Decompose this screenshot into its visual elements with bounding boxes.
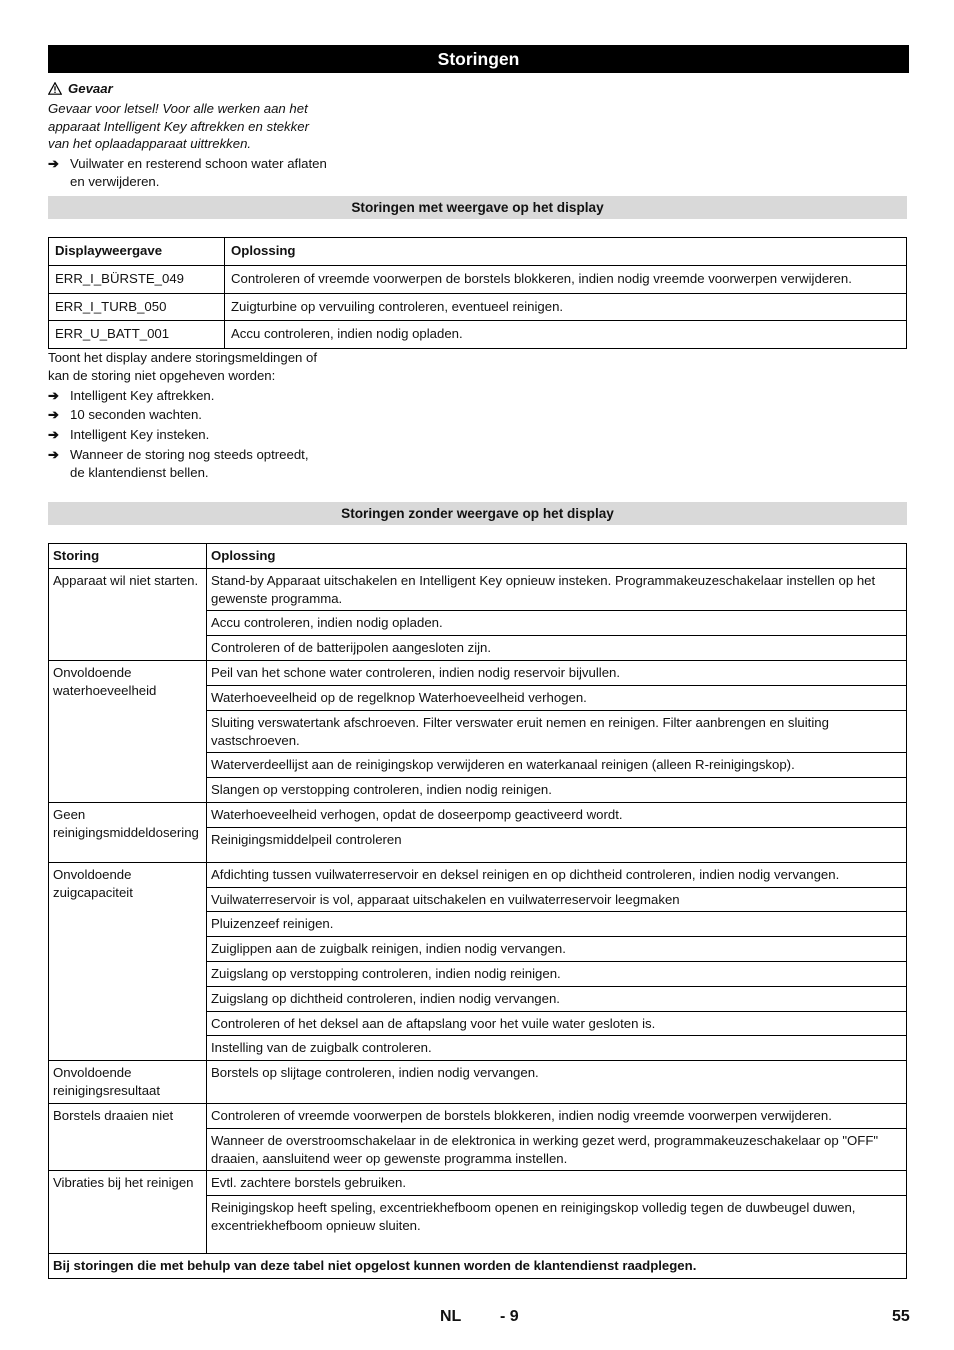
arrow-right-icon: ➔ <box>48 156 60 172</box>
fault-cell: Onvoldoende zuigcapaciteit <box>49 862 207 1061</box>
error-solution: Accu controleren, indien nodig opladen. <box>225 321 907 349</box>
solution-cell: Afdichting tussen vuilwaterreservoir en deksel reinigen en op dichtheid controleren, indien nodig vervangen. <box>207 862 907 887</box>
other-messages-block <box>48 349 323 482</box>
table-row <box>49 293 907 321</box>
solution-cell: Waterhoeveelheid op de regelknop Waterhoeveelheid verhogen. <box>207 685 907 710</box>
table-row <box>49 1171 907 1196</box>
warning-step-text: Vuilwater en resterend schoon water aflaten en verwijderen. <box>70 156 327 190</box>
warning-step <box>48 155 333 191</box>
solution-cell: Waterverdeellijst aan de reinigingskop verwijderen en waterkanaal reinigen (alleen R-reinigingskop). <box>207 753 907 778</box>
solution-cell: Reinigingskop heeft speling, excentriekhefboom openen en reinigingskop volledig tegen de duwbeugel duwen, excentriekhefboom opnieuw sluiten. <box>207 1196 907 1254</box>
solution-cell: Instelling van de zuigbalk controleren. <box>207 1036 907 1061</box>
table-row <box>49 1103 907 1128</box>
section-title: Storingen <box>48 45 909 73</box>
solution-cell: Pluizenzeef reinigen. <box>207 912 907 937</box>
solution-cell: Borstels op slijtage controleren, indien nodig vervangen. <box>207 1061 907 1104</box>
footer-section-page: - 9 <box>500 1308 519 1325</box>
table-row <box>49 802 907 827</box>
error-code: ERR_U_BATT_001 <box>49 321 225 349</box>
list-item <box>48 387 323 405</box>
arrow-right-icon: ➔ <box>48 387 60 403</box>
error-code: ERR_I_TURB_050 <box>49 293 225 321</box>
error-solution: Zuigturbine op vervuiling controleren, eventueel reinigen. <box>225 293 907 321</box>
solution-cell: Controleren of de batterijpolen aangesloten zijn. <box>207 636 907 661</box>
solution-cell: Vuilwaterreservoir is vol, apparaat uitschakelen en vuilwaterreservoir leegmaken <box>207 887 907 912</box>
arrow-right-icon: ➔ <box>48 407 60 423</box>
warning-text: Gevaar voor letsel! Voor alle werken aan het apparaat Intelligent Key aftrekken en stekker van het oplaadapparaat uittrekken. <box>48 100 309 152</box>
list-item <box>48 426 323 444</box>
solution-cell: Slangen op verstopping controleren, indien nodig reinigen. <box>207 778 907 803</box>
table-row <box>49 568 907 611</box>
solution-cell: Reinigingsmiddelpeil controleren <box>207 827 907 862</box>
table-header: Storing <box>49 544 207 569</box>
fault-cell: Geen reinigingsmiddeldosering <box>49 802 207 862</box>
footer-language: NL <box>440 1308 462 1325</box>
other-messages-intro: Toont het display andere storingsmeldingen of kan de storing niet opgeheven worden: <box>48 350 318 383</box>
list-item <box>48 406 323 424</box>
solution-cell: Controleren of het deksel aan de aftapslang voor het vuile water gesloten is. <box>207 1011 907 1036</box>
page-number: 55 <box>892 1308 910 1325</box>
solution-cell: Wanneer de overstroomschakelaar in de elektronica in werking gezet werd, programmakeuzeschakelaar op "OFF" draaien, aansluitend weer op gewenste programma instellen. <box>207 1128 907 1171</box>
solution-cell: Accu controleren, indien nodig opladen. <box>207 611 907 636</box>
step-text: 10 seconden wachten. <box>70 407 202 423</box>
arrow-right-icon: ➔ <box>48 427 60 443</box>
table-row <box>49 661 907 686</box>
fault-cell: Apparaat wil niet starten. <box>49 568 207 660</box>
error-solution: Controleren of vreemde voorwerpen de borstels blokkeren, indien nodig vreemde voorwerpen verwijderen. <box>225 265 907 293</box>
table-header: Oplossing <box>207 544 907 569</box>
table-footnote: Bij storingen die met behulp van deze tabel niet opgelost kunnen worden de klantendienst raadplegen. <box>49 1253 907 1278</box>
warning-block <box>48 80 333 191</box>
fault-cell: Borstels draaien niet <box>49 1103 207 1170</box>
solution-cell: Controleren of vreemde voorwerpen de borstels blokkeren, indien nodig vreemde voorwerpen verwijderen. <box>207 1103 907 1128</box>
fault-cell: Onvoldoende waterhoeveelheid <box>49 661 207 803</box>
solution-cell: Waterhoeveelheid verhogen, opdat de doseerpomp geactiveerd wordt. <box>207 802 907 827</box>
solution-cell: Stand-by Apparaat uitschakelen en Intelligent Key opnieuw insteken. Programmakeuzeschakelaar instellen op het gewenste programma. <box>207 568 907 611</box>
table-header: Oplossing <box>225 238 907 266</box>
table-row <box>49 1061 907 1104</box>
list-item <box>48 446 323 482</box>
solution-cell: Sluiting verswatertank afschroeven. Filter verswater eruit nemen en reinigen. Filter aanbrengen en sluiting vastschroeven. <box>207 710 907 753</box>
step-text: Intelligent Key insteken. <box>70 427 210 443</box>
faults-table <box>48 543 907 1279</box>
table-row <box>49 862 907 887</box>
display-section-title: Storingen met weergave op het display <box>48 196 907 219</box>
fault-cell: Onvoldoende reinigingsresultaat <box>49 1061 207 1104</box>
display-errors-table <box>48 237 907 349</box>
table-row <box>49 321 907 349</box>
warning-triangle-icon <box>48 82 62 95</box>
solution-cell: Peil van het schone water controleren, indien nodig reservoir bijvullen. <box>207 661 907 686</box>
arrow-right-icon: ➔ <box>48 447 60 463</box>
solution-cell: Zuigslang op verstopping controleren, indien nodig reinigen. <box>207 962 907 987</box>
table-header: Displayweergave <box>49 238 225 266</box>
warning-title: Gevaar <box>68 81 113 96</box>
step-text: Wanneer de storing nog steeds optreedt, de klantendienst bellen. <box>70 447 309 480</box>
error-code: ERR_I_BÜRSTE_049 <box>49 265 225 293</box>
solution-cell: Evtl. zachtere borstels gebruiken. <box>207 1171 907 1196</box>
fault-cell: Vibraties bij het reinigen <box>49 1171 207 1253</box>
solution-cell: Zuiglippen aan de zuigbalk reinigen, indien nodig vervangen. <box>207 937 907 962</box>
solution-cell: Zuigslang op dichtheid controleren, indien nodig vervangen. <box>207 986 907 1011</box>
warning-heading <box>48 80 333 98</box>
step-text: Intelligent Key aftrekken. <box>70 387 215 403</box>
nodisplay-section-title: Storingen zonder weergave op het display <box>48 502 907 525</box>
table-row <box>49 265 907 293</box>
